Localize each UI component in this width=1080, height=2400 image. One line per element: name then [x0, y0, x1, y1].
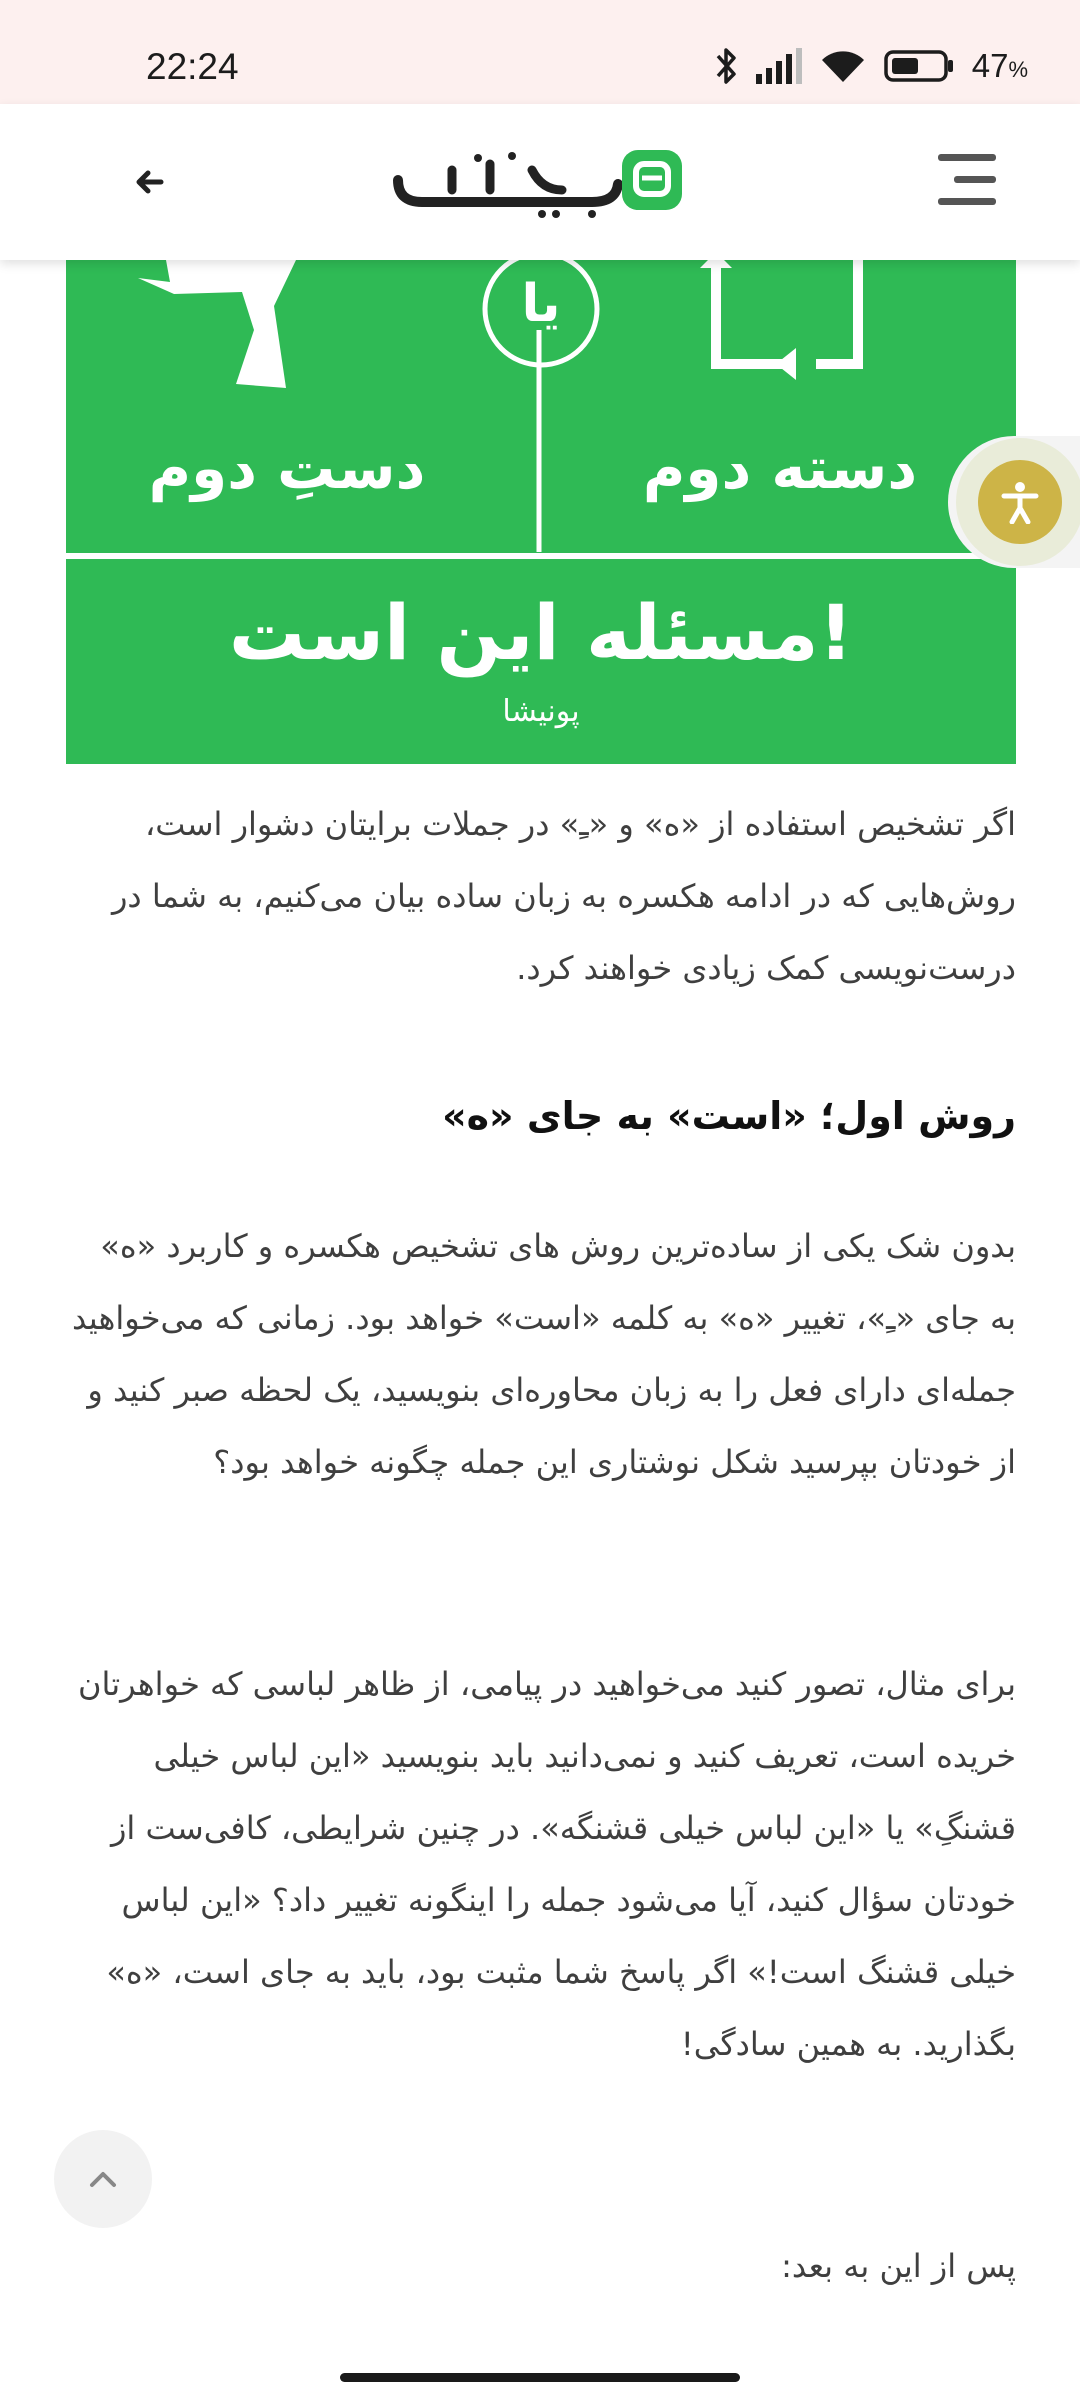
banner-left-label: دستِ دوم	[148, 434, 426, 502]
article-body	[66, 788, 1016, 1004]
signal-icon	[756, 48, 802, 84]
battery-percent: 47%	[971, 47, 1028, 84]
article-paragraph-next: پس از این به بعد:	[781, 2247, 1016, 2285]
back-button[interactable]	[120, 152, 180, 212]
chevron-up-icon	[88, 2169, 118, 2189]
banner-watermark: پونیشا	[502, 694, 580, 729]
section-heading: روش اول؛ «است» به جای «ه»	[442, 1094, 1016, 1138]
menu-button[interactable]	[938, 154, 996, 208]
article-paragraph: بدون شک یکی از ساده‌ترین روش های تشخیص هکسره و کاربرد «ه» به جای «ـِ»، تغییر «ه» به کلمه «است» خواهد بود. زمانی که می‌خواهید جمله‌ای دارای فعل را به زبان محاوره‌ای بنویسید، یک لحظه صبر کنید و از خودتان بپرسید شکل نوشتاری این جمله چگونه خواهد بود؟	[71, 1227, 1016, 1481]
banner-right-label: دسته دوم	[642, 434, 918, 502]
article-section-1	[66, 1094, 1016, 1138]
app-header	[0, 104, 1080, 260]
hamburger-menu-icon	[938, 154, 996, 205]
article-banner-image	[66, 260, 1016, 764]
article-section-2-body	[66, 1648, 1016, 2080]
article-section-1-body	[66, 1210, 1016, 1498]
accessibility-button[interactable]	[978, 460, 1062, 544]
status-icons	[714, 44, 1028, 88]
banner-graphics	[66, 260, 1016, 764]
article-intro: اگر تشخیص استفاده از «ه» و «ـِ» در جملات برایتان دشوار است، روش‌هایی که در ادامه هکسره به زبان ساده بیان می‌کنیم، به شما در درست‌نویسی کمک زیادی خواهند کرد.	[111, 805, 1016, 987]
home-indicator[interactable]	[340, 2373, 740, 2382]
banner-or-label: یا	[521, 274, 561, 334]
article-paragraph-example: برای مثال، تصور کنید می‌خواهید در پیامی، از ظاهر لباسی که خواهرتان خریده است، تعریف کنید و نمی‌دانید باید بنویسید «این لباس خیلی قشنگِ» یا «این لباس خیلی قشنگه». در چنین شرایطی، کافی‌ست از خودتان سؤال کنید، آیا می‌شود جمله را اینگونه تغییر داد؟ «این لباس خیلی قشنگ است!» اگر پاسخ شما مثبت بود، باید به جای است، «ه» بگذارید. به همین سادگی!	[77, 1665, 1016, 2063]
bluetooth-icon	[714, 46, 738, 86]
status-bar	[0, 0, 1080, 104]
accessibility-widget[interactable]	[948, 436, 1080, 568]
status-time: 22:24	[146, 46, 239, 87]
article-section-3-body	[66, 2230, 1016, 2302]
scroll-to-top-button[interactable]	[54, 2130, 152, 2228]
battery-icon	[884, 49, 954, 83]
site-logo[interactable]	[392, 144, 688, 220]
banner-title: مسئله این است!	[228, 588, 854, 677]
wifi-icon	[820, 48, 866, 84]
back-arrow-icon	[135, 167, 165, 197]
accessibility-icon	[1000, 480, 1040, 524]
